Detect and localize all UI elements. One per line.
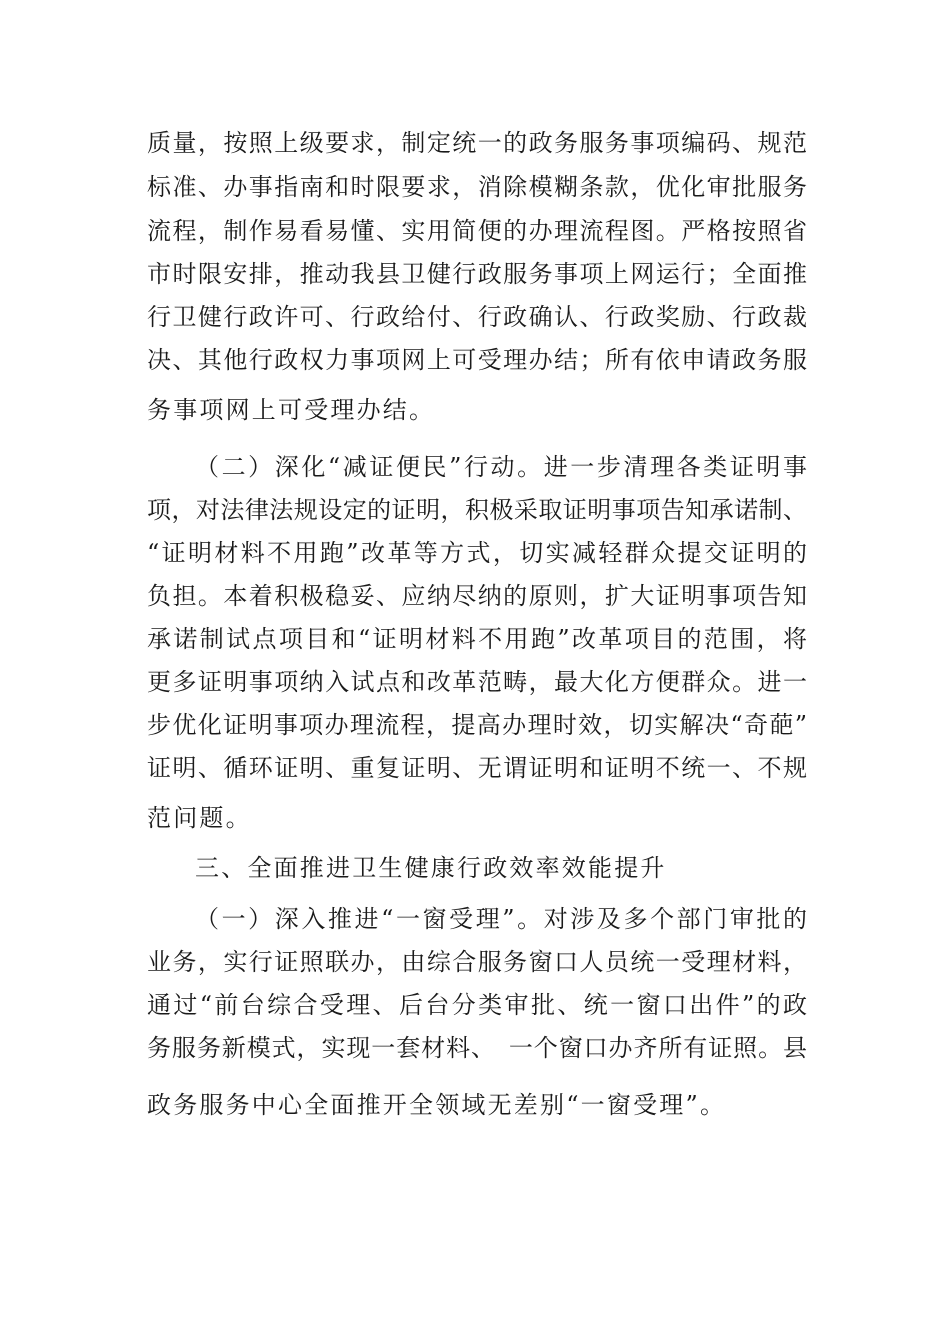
- paragraph-line: 标准、办事指南和时限要求，消除模糊条款，优化审批服务: [147, 173, 807, 201]
- paragraph-line: 质量，按照上级要求，制定统一的政务服务事项编码、规范: [147, 129, 807, 157]
- paragraph-line: 政务服务中心全面推开全领域无差别“一窗受理”。: [147, 1091, 727, 1119]
- paragraph-line: 步优化证明事项办理流程，提高办理时效，切实解决“奇葩”: [147, 711, 807, 739]
- paragraph-line: （二）深化“减证便民”行动。进一步清理各类证明事: [195, 453, 807, 481]
- paragraph-line: 通过“前台综合受理、后台分类审批、统一窗口出件”的政: [147, 991, 807, 1019]
- paragraph-line: 决、其他行政权力事项网上可受理办结；所有依申请政务服: [147, 346, 807, 374]
- paragraph-line: 更多证明事项纳入试点和改革范畴，最大化方便群众。进一: [147, 668, 807, 696]
- paragraph-line: 流程，制作易看易懂、实用简便的办理流程图。严格按照省: [147, 217, 807, 245]
- paragraph-line: 证明、循环证明、重复证明、无谓证明和证明不统一、不规: [147, 754, 807, 782]
- paragraph-line: 市时限安排，推动我县卫健行政服务事项上网运行；全面推: [147, 260, 807, 288]
- paragraph-line: 承诺制试点项目和“证明材料不用跑”改革项目的范围，将: [147, 625, 807, 653]
- paragraph-line: 行卫健行政许可、行政给付、行政确认、行政奖励、行政裁: [147, 303, 807, 331]
- paragraph-line: 务服务新模式，实现一套材料、 一个窗口办齐所有证照。县: [147, 1034, 807, 1062]
- paragraph-line: “证明材料不用跑”改革等方式，切实减轻群众提交证明的: [147, 539, 807, 567]
- paragraph-line: 业务，实行证照联办，由综合服务窗口人员统一受理材料，: [147, 948, 807, 976]
- paragraph-line: 项，对法律法规设定的证明，积极采取证明事项告知承诺制、: [147, 496, 807, 524]
- paragraph-line: 范问题。: [147, 804, 252, 832]
- paragraph-line: 负担。本着积极稳妥、应纳尽纳的原则，扩大证明事项告知: [147, 582, 807, 610]
- paragraph-line: （一）深入推进“一窗受理”。对涉及多个部门审批的: [195, 905, 807, 933]
- section-heading: 三、全面推进卫生健康行政效率效能提升: [195, 854, 667, 882]
- paragraph-line: 务事项网上可受理办结。: [147, 396, 436, 424]
